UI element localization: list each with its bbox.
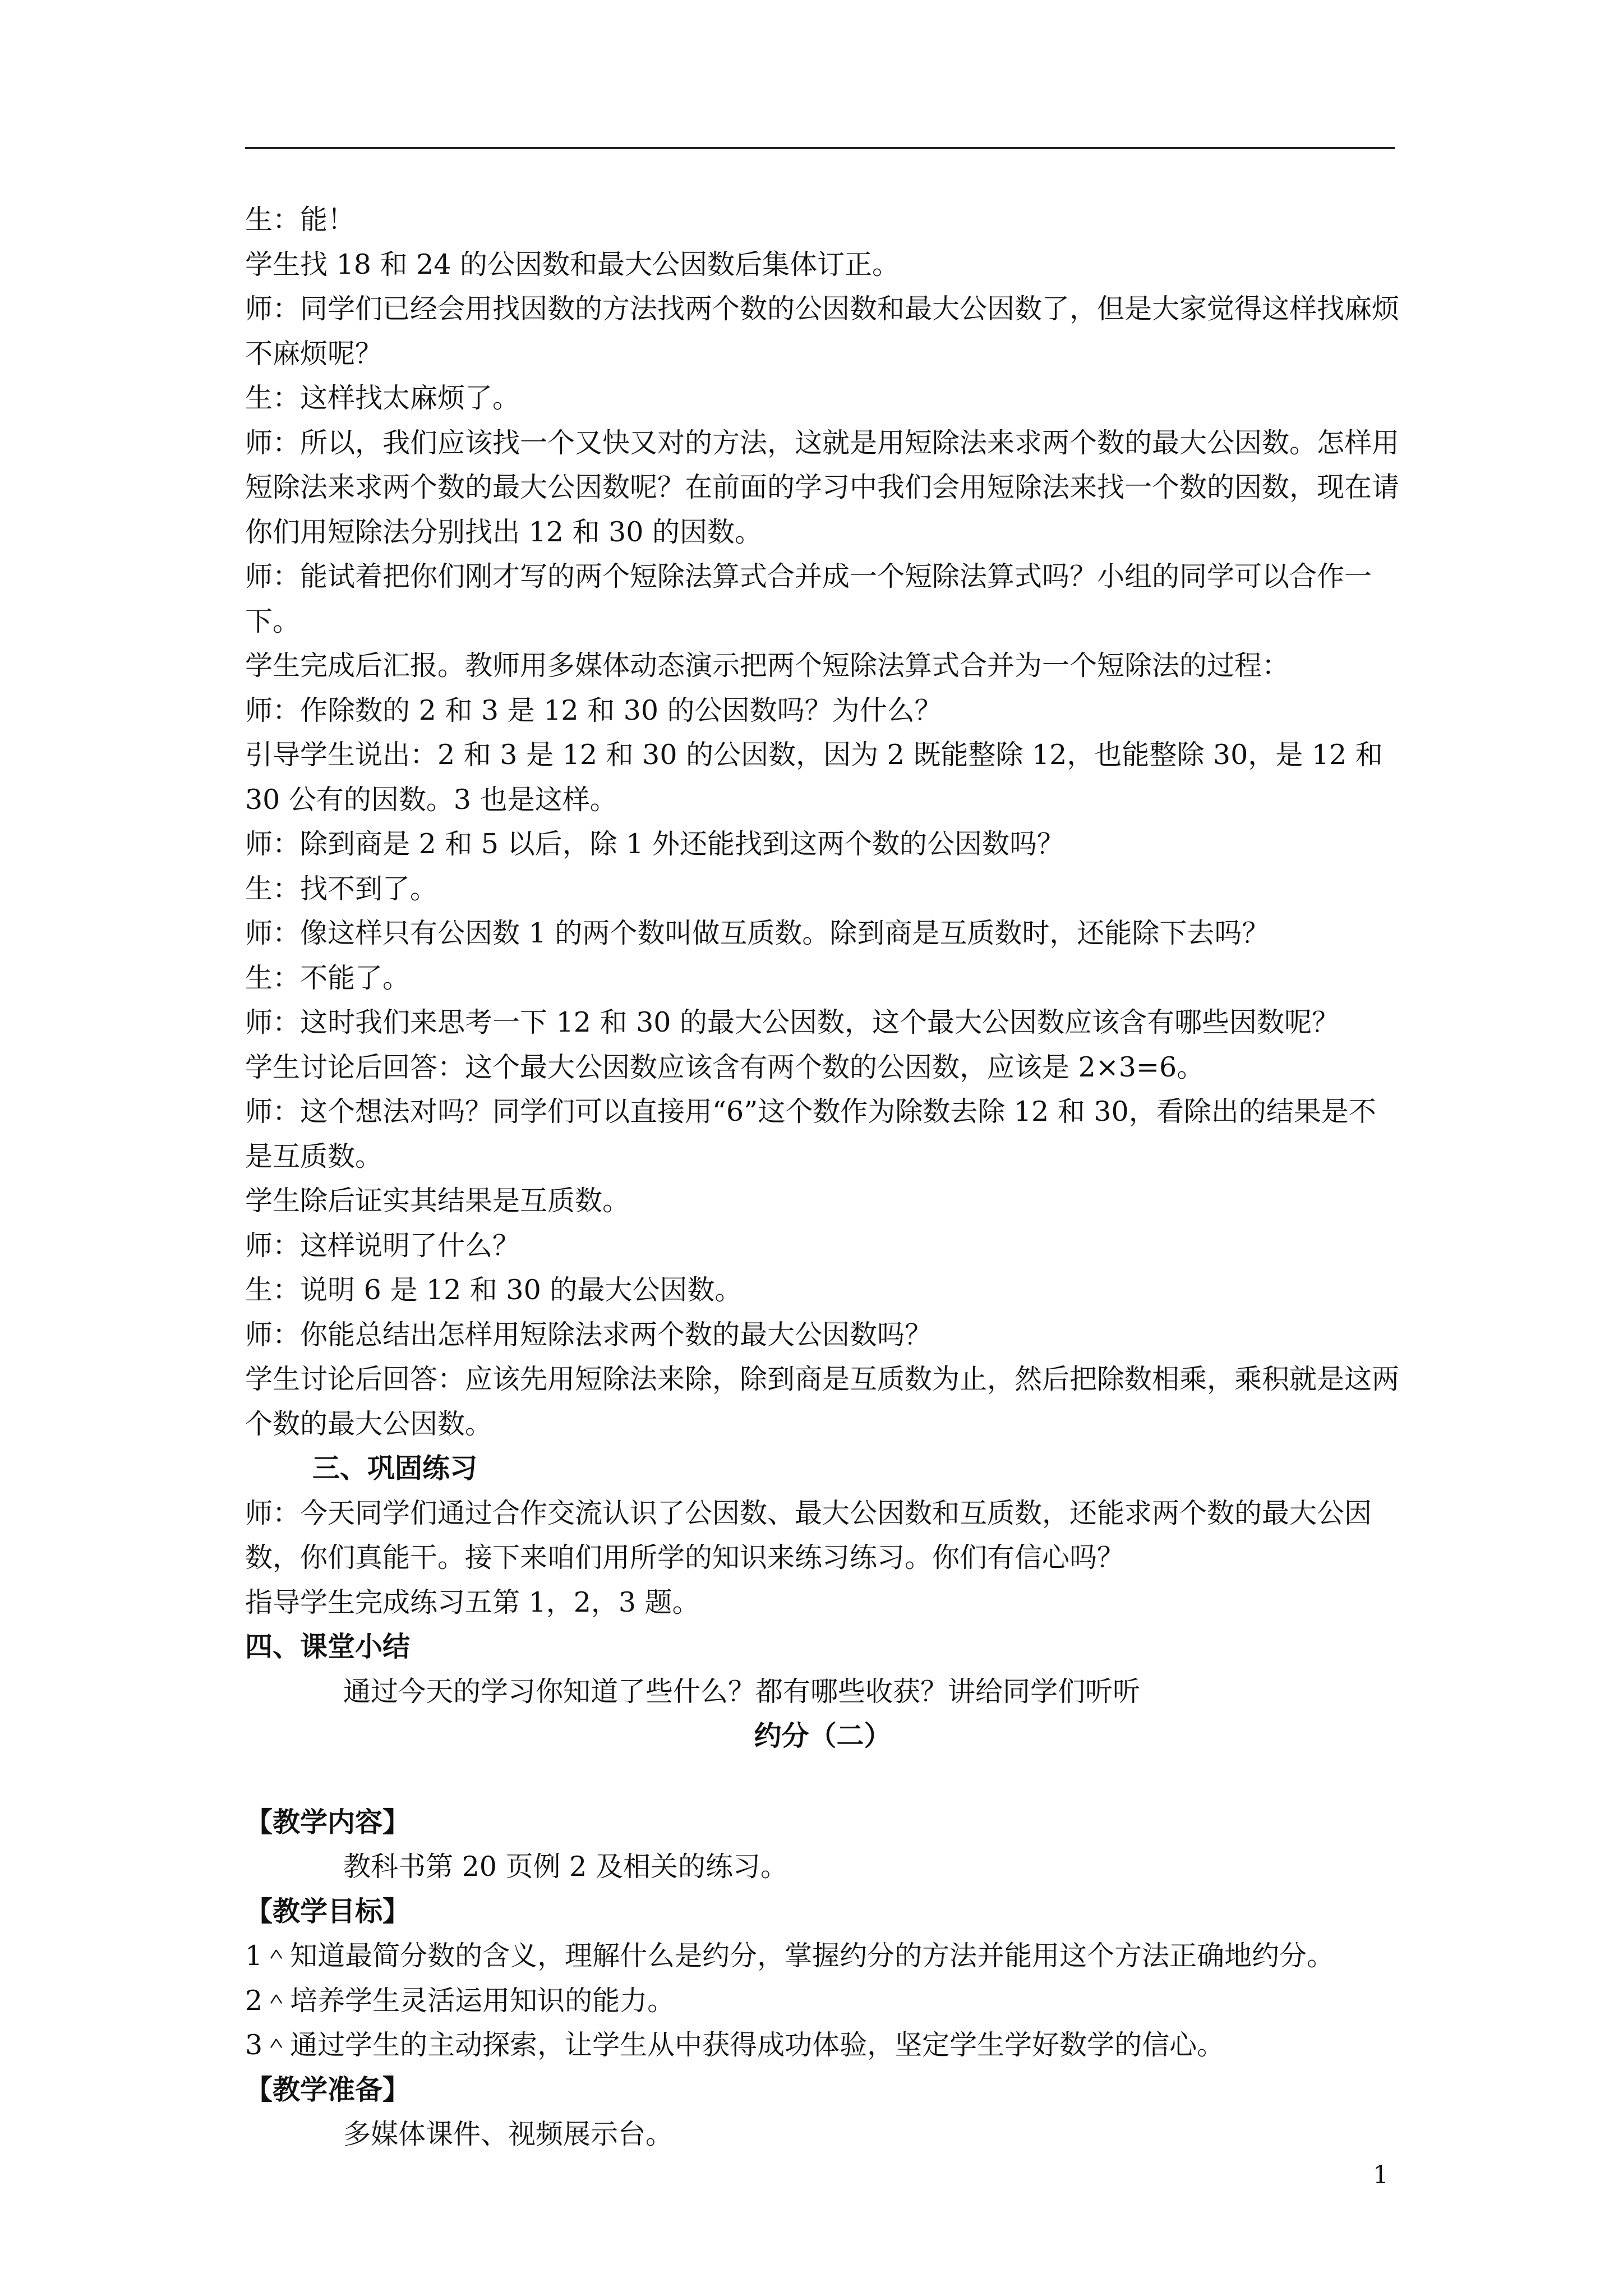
content-text: 教科书第 20 页例 2 及相关的练习。 bbox=[343, 1851, 788, 1883]
paragraph: 生：找不到了。 bbox=[245, 872, 438, 905]
paragraph: 指导学生完成练习五第 1，2，3 题。 bbox=[245, 1586, 700, 1618]
paragraph: 师：这样说明了什么？ bbox=[245, 1229, 520, 1262]
paragraph: 师：能试着把你们刚才写的两个短除法算式合并成一个短除法算式吗？小组的同学可以合作一下。 bbox=[245, 560, 1372, 637]
goals-heading: 【教学目标】 bbox=[245, 1894, 411, 1927]
paragraph: 师：作除数的 2 和 3 是 12 和 30 的公因数吗？为什么？ bbox=[245, 694, 942, 726]
paragraph: 生：能！ bbox=[245, 204, 356, 236]
spacer bbox=[245, 1759, 1400, 1800]
lesson-title: 约分（二） bbox=[754, 1719, 892, 1752]
paragraph: 生：这样找太麻烦了。 bbox=[245, 382, 520, 414]
paragraph: 师：像这样只有公因数 1 的两个数叫做互质数。除到商是互质数时，还能除下去吗？ bbox=[245, 917, 1270, 949]
paragraph: 师：所以，我们应该找一个又快又对的方法，这就是用短除法来求两个数的最大公因数。怎样用短除法来求两个数的最大公因数呢？在前面的学习中我们会用短除法来找一个数的因数，现在请你们用短除法分别找出 12 和 30 的因数。 bbox=[245, 426, 1400, 548]
paragraph: 师：你能总结出怎样用短除法求两个数的最大公因数吗？ bbox=[245, 1318, 933, 1351]
summary-text: 通过今天的学习你知道了些什么？都有哪些收获？讲给同学们听听 bbox=[343, 1675, 1141, 1708]
goal-item: 1＾知道最简分数的含义，理解什么是约分，掌握约分的方法并能用这个方法正确地约分。 bbox=[245, 1940, 1335, 1972]
goal-item: 2＾培养学生灵活运用知识的能力。 bbox=[245, 1984, 675, 2017]
prep-text: 多媒体课件、视频展示台。 bbox=[343, 2118, 674, 2150]
section-heading-summary: 四、课堂小结 bbox=[245, 1630, 411, 1663]
paragraph: 学生讨论后回答：应该先用短除法来除，除到商是互质数为止，然后把除数相乘，乘积就是这两个数的最大公因数。 bbox=[245, 1363, 1400, 1440]
paragraph: 师：同学们已经会用找因数的方法找两个数的公因数和最大公因数了，但是大家觉得这样找麻烦不麻烦呢？ bbox=[245, 293, 1400, 370]
document-body bbox=[245, 197, 1400, 2157]
header-rule bbox=[245, 147, 1395, 149]
page-number: 1 bbox=[1373, 2161, 1389, 2189]
paragraph: 学生讨论后回答：这个最大公因数应该含有两个数的公因数，应该是 2×3=6。 bbox=[245, 1051, 1205, 1083]
paragraph: 师：这时我们来思考一下 12 和 30 的最大公因数，这个最大公因数应该含有哪些因数呢？ bbox=[245, 1006, 1340, 1038]
paragraph: 师：这个想法对吗？同学们可以直接用“6”这个数作为除数去除 12 和 30，看除出的结果是不是互质数。 bbox=[245, 1096, 1376, 1172]
prep-heading: 【教学准备】 bbox=[245, 2073, 411, 2106]
paragraph: 师：除到商是 2 和 5 以后，除 1 外还能找到这两个数的公因数吗？ bbox=[245, 828, 1064, 860]
paragraph: 生：说明 6 是 12 和 30 的最大公因数。 bbox=[245, 1274, 743, 1306]
paragraph: 引导学生说出：2 和 3 是 12 和 30 的公因数，因为 2 既能整除 12，也能整除 30，是 12 和 30 公有的因数。3 也是这样。 bbox=[245, 739, 1383, 816]
section-heading-practice: 三、巩固练习 bbox=[312, 1452, 478, 1484]
paragraph: 师：今天同学们通过合作交流认识了公因数、最大公因数和互质数，还能求两个数的最大公因数，你们真能干。接下来咱们用所学的知识来练习练习。你们有信心吗？ bbox=[245, 1497, 1372, 1573]
paragraph: 学生完成后汇报。教师用多媒体动态演示把两个短除法算式合并为一个短除法的过程： bbox=[245, 650, 1290, 682]
paragraph: 生：不能了。 bbox=[245, 961, 411, 994]
paragraph: 学生找 18 和 24 的公因数和最大公因数后集体订正。 bbox=[245, 248, 900, 280]
content-heading: 【教学内容】 bbox=[245, 1805, 411, 1838]
goal-item: 3＾通过学生的主动探索，让学生从中获得成功体验，坚定学生学好数学的信心。 bbox=[245, 2029, 1225, 2061]
paragraph: 学生除后证实其结果是互质数。 bbox=[245, 1185, 630, 1217]
